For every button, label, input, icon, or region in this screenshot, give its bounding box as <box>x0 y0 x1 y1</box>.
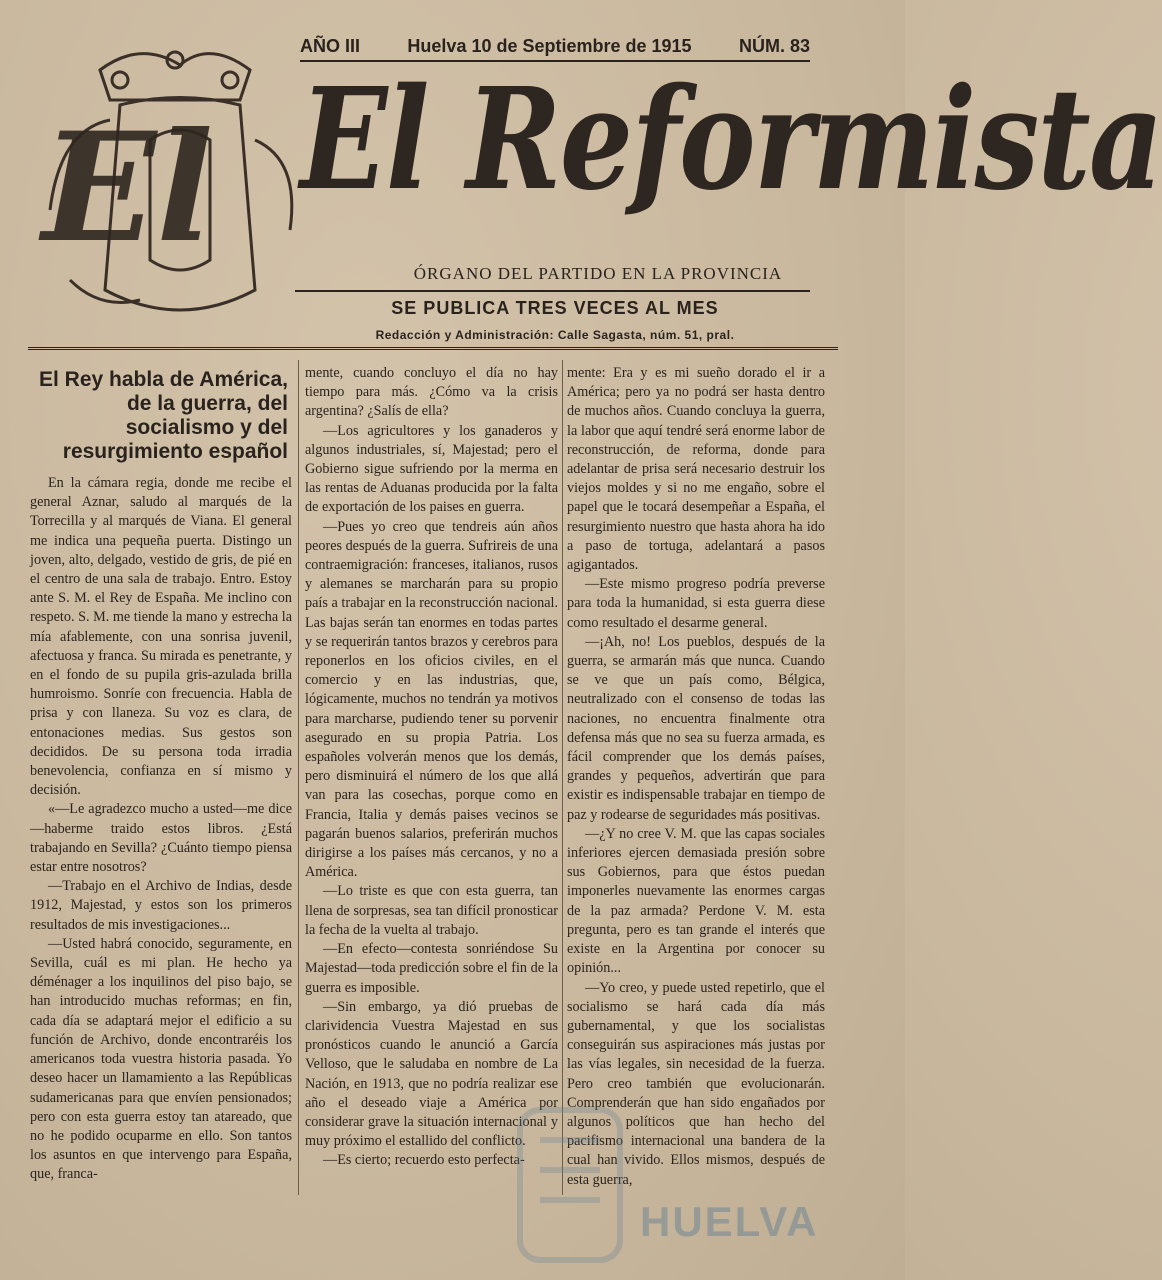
paragraph: —Pues yo creo que tendreis aún años peores después de la guerra. Sufrireis de una contraemigración: franceses, italianos, rusos y alemanes se marcharán para su propio país a trabajar en la reconstrucción nacional. Las bajas serán tan enormes en todas partes y se requerirán tantos brazos y cerebros para reponerlos en los oficios civiles, en el comercio y en las industrias, que, lógicamente, muchos no tendrán ya motivos para marcharse, pudiendo tener su porvenir asegurado en su propia Patria. Los españoles volverán menos que los demás, pero disminuirá el número de los que allá van para las cosechas, porque como en Francia, Italia y demás paises vecinos se pagarán buenos salarios, preferirán muchos dirigirse a los países más cercanos, y no a América. <box>305 518 558 881</box>
article-column-3 <box>567 364 825 1190</box>
article-column-1 <box>30 364 292 1185</box>
paragraph: —Yo creo, y puede usted repetirlo, que el socialismo se hará cada día más gubernamental, y que los socialistas conseguirán sus aspiraciones más justas por las vías legales, sin necesidad de la fuerza. Pero creo también que evolucionarán. Comprenderán que han sido engañados por algunos políticos que han hecho del pacifismo internacional una bandera de la cual han vivido. Ellos mismos, después de esta guerra, <box>567 979 825 1188</box>
masthead <box>0 0 1162 350</box>
paragraph: —¡Ah, no! Los pueblos, después de la guerra, se armarán más que nunca. Cuando se ve que un país como, Bélgica, neutralizado con el consenso de todas las naciones, no encuentra finalmente otra defensa más que no sea su fuerza armada, es fácil comprender que los demás países, grandes y pequeños, advertirán que para existir es indispensable trabajar en tiempo de paz y rodearse de seguridades más positivas. <box>567 633 825 823</box>
paragraph: —Los agricultores y los ganaderos y algunos industriales, sí, Majestad; pero el Gobierno sigue sufriendo por la merma en las rentas de Aduanas producida por la falta de exportación de los paises en guerra. <box>305 422 558 516</box>
organ-subtitle: ÓRGANO DEL PARTIDO EN LA PROVINCIA <box>413 264 783 283</box>
paragraph: —Lo triste es que con esta guerra, tan llena de sorpresas, sea tan difícil pronosticar la fecha de la vuelta al trabajo. <box>305 883 558 938</box>
header-rule <box>28 347 838 350</box>
column-divider <box>298 360 299 1195</box>
newspaper-title: El Reformista <box>300 58 1162 222</box>
paragraph: —En efecto—contesta sonriéndose Su Majestad—toda predicción sobre el fin de la guerra es imposible. <box>305 941 558 996</box>
paragraph: —Usted habrá conocido, seguramente, en Sevilla, cuál es mi plan. He hecho ya déménager a los inquilinos del piso bajo, se han introducido muchas reformas; en fin, cada día se adaptará mejor el edificio a su función de Archivo, donde encontraréis los americanos toda vuestra historia pasada. Yo deseo hacer un llamamiento a las Repúblicas sudamericanas para que envíen pensionados; pero con esta guerra estoy tan atareado, que no he podido ocuparme en ello. Son tantos los asuntos en que intervengo para España, que, franca- <box>30 935 292 1183</box>
issue-number: NÚM. 83 <box>738 35 810 56</box>
paragraph: —Sin embargo, ya dió pruebas de clarividencia Vuestra Majestad en sus pronósticos cuando le anunció a García Velloso, que le saludaba en nombre de La Nación, en 1913, que no podría realizar ese año el deseado viaje a América por considerar grave la situación internacional y muy próximo el estallido del conflicto. <box>305 998 558 1150</box>
article-column-2 <box>305 364 558 1171</box>
paragraph: En la cámara regia, donde me recibe el general Aznar, saludo al marqués de la Torrecilla y al marqués de Viana. El general me indica una pequeña puerta. Distingo un joven, alto, delgado, vestido de gris, de pié en el centro de una sala de trabajo. Entro. Estoy ante S. M. el Rey de España. Me inclino con respeto. S. M. me tiende la mano y estrecha la mía afablemente, con una sonrisa juvenil, afectuosa y franca. Su mirada es penetrante, y en el fondo de su pupila gris-azulada brilla humroismo. Sonríe con frecuencia. Habla de prisa y con llaneza. Su voz es clara, de entonaciones medias. Sus gestos son decididos. De su persona toda irradia benevolencia, confianza en sí mismo y decisión. <box>30 475 292 799</box>
publication-frequency: SE PUBLICA TRES VECES AL MES <box>391 298 719 318</box>
paragraph: «—Le agradezco mucho a usted—me dice—haberme traido estos libros. ¿Está trabajando en Sevilla? ¿Cuánto tiempo piensa estar entre nosotros? <box>30 801 292 876</box>
paragraph: mente, cuando concluyo el día no hay tiempo para más. ¿Cómo va la crisis argentina? ¿Salís de ella? <box>305 365 558 420</box>
paragraph: —Este mismo progreso podría preverse para toda la humanidad, si esta guerra diese como resultado el desarme general. <box>567 576 825 631</box>
issue-date: Huelva 10 de Septiembre de 1915 <box>407 35 692 56</box>
paragraph: —¿Y no cree V. M. que las capas sociales inferiores ejercen demasiada presión sobre sus Gobiernos, para que éstos puedan imponerles nuevamente las enormes cargas de la paz armada? Perdone V. M. esta pregunta, pero es tan grande el interés que existe en la Argentina por conocer su opinión... <box>567 825 825 977</box>
svg-text:El: El <box>42 100 214 276</box>
year-label: AÑO III <box>300 35 361 56</box>
paragraph: —Es cierto; recuerdo esto perfecta- <box>323 1152 525 1169</box>
paragraph: mente: Era y es mi sueño dorado el ir a América; pero ya no podrá ser hasta dentro de muchos años. Cuando concluya la guerra, la labor que aquí tendré será enorme labor de reconstrucción, de reforma, donde para adelantar de prisa será necesario destruir los viejos moldes y si no me engaño, sobre el papel que le tocará desempeñar a España, el resurgimiento nuestro que hasta ahora ha ido a paso de tortuga, adelantará a pasos agigantados. <box>567 365 825 574</box>
paragraph: —Trabajo en el Archivo de Indias, desde 1912, Majestad, y estos son los primeros resultados de mis investigaciones... <box>30 878 292 933</box>
editorial-address: Redacción y Administración: Calle Sagasta, núm. 51, pral. <box>375 328 735 342</box>
column-divider <box>562 360 563 1195</box>
crest-emblem-icon <box>40 30 310 340</box>
masthead-divider <box>295 290 810 292</box>
article-headline: El Rey habla de América, de la guerra, del socialismo y del resurgimiento español <box>39 368 288 463</box>
watermark-text: HUELVA <box>640 1198 819 1245</box>
